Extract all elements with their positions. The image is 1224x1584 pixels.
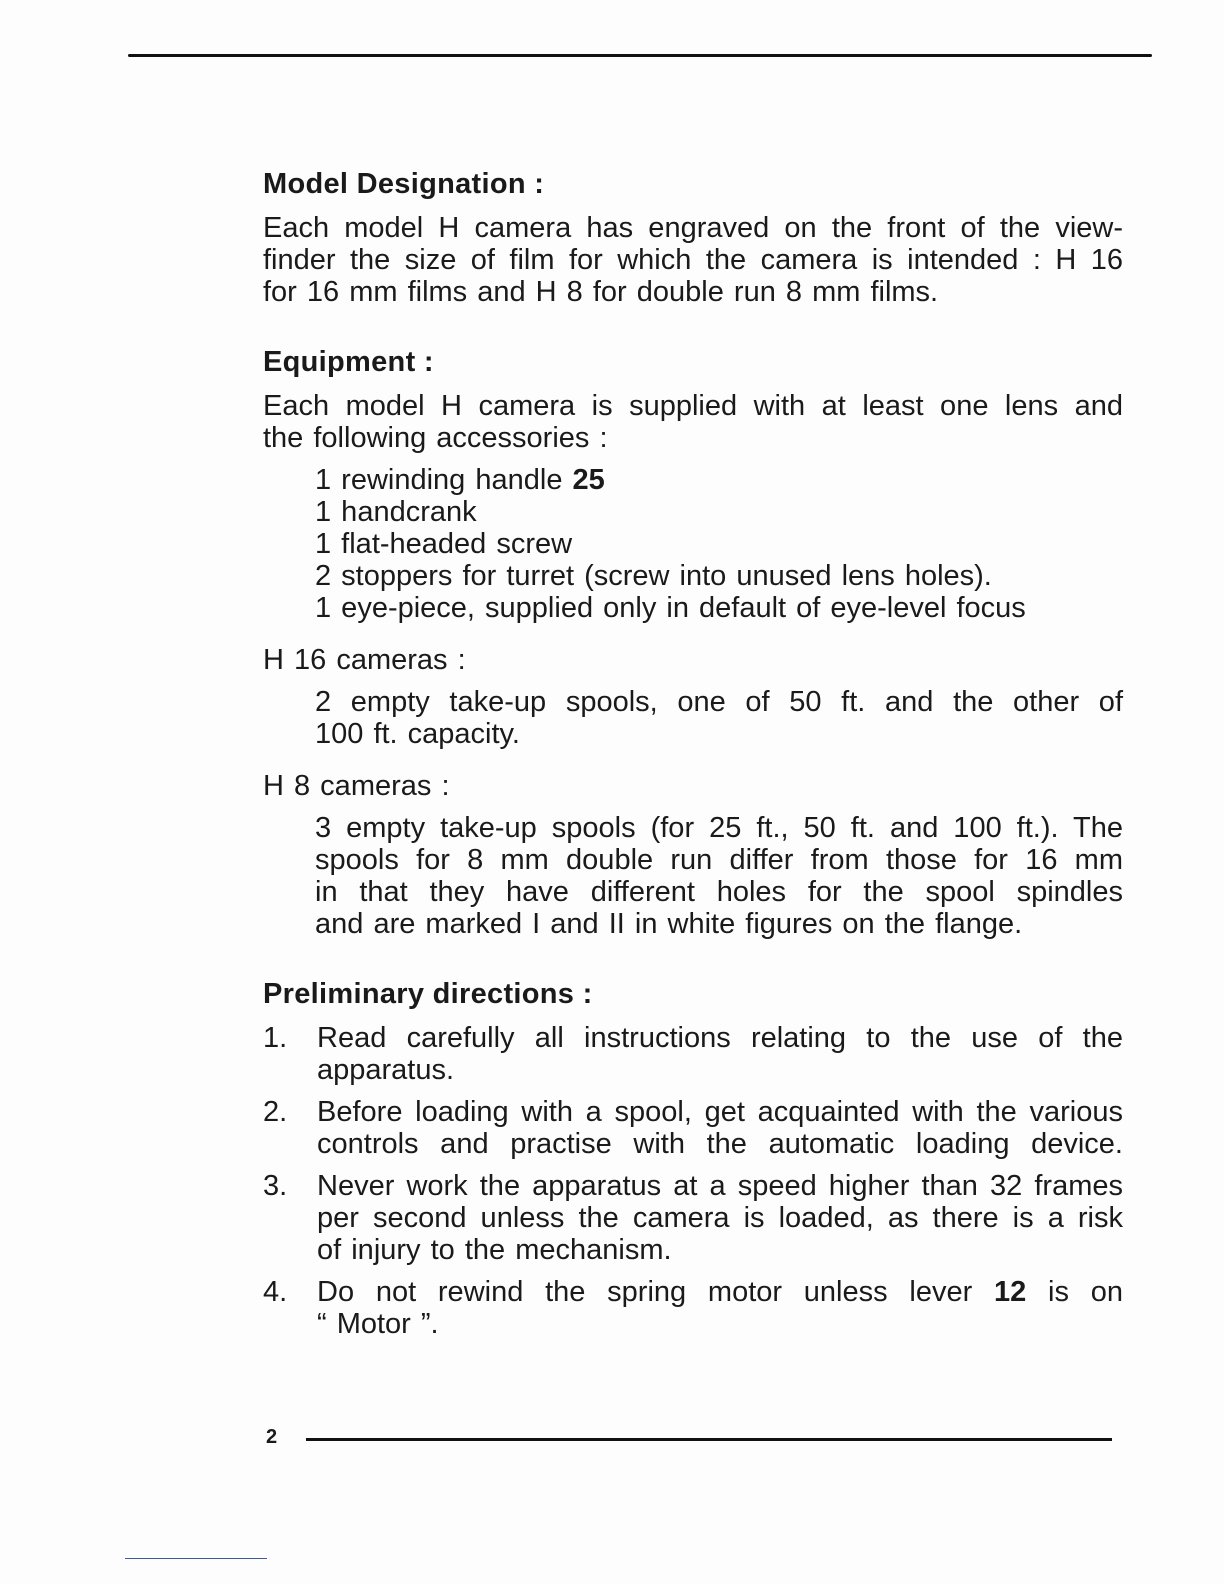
direction-item (263, 1276, 1123, 1340)
direction-item (263, 1096, 1123, 1160)
direction-number: 1. (263, 1022, 288, 1054)
heading-equipment: Equipment : (263, 346, 434, 378)
margin-rule (125, 1558, 267, 1559)
direction-text: Do not rewind the spring motor unless lever (317, 1276, 994, 1308)
accessory-item: 1 flat-headed screw (315, 528, 573, 560)
direction-line: per second unless the camera is loaded, as there is a risk (317, 1202, 1123, 1234)
page-footer (266, 1426, 1116, 1454)
accessory-item: 2 stoppers for turret (screw into unused lens holes). (315, 560, 992, 592)
heading-preliminary-directions: Preliminary directions : (263, 978, 593, 1010)
direction-line: Before loading with a spool, get acquainted with the various (317, 1096, 1123, 1128)
accessory-list (315, 464, 1123, 624)
h16-details (315, 686, 1123, 750)
direction-line: apparatus. (317, 1054, 455, 1086)
reference-number: 12 (994, 1276, 1027, 1308)
direction-line: Read carefully all instructions relating to the use of the (317, 1022, 1123, 1054)
top-rule (128, 54, 1152, 57)
direction-line (317, 1276, 1123, 1308)
h16-label: H 16 cameras : (263, 644, 466, 676)
accessory-item: 1 eye-piece, supplied only in default of eye-level focus (315, 592, 1026, 624)
model-text-line-1: Each model H camera has engraved on the front of the view- (263, 212, 1123, 244)
h8-line-3: in that they have different holes for the spool spindles (315, 876, 1123, 908)
direction-line: “ Motor ”. (317, 1308, 439, 1340)
direction-item (263, 1170, 1123, 1266)
h8-line-4: and are marked I and II in white figures on the flange. (315, 908, 1023, 940)
direction-item (263, 1022, 1123, 1086)
direction-line: of injury to the mechanism. (317, 1234, 672, 1266)
footer-rule (306, 1438, 1112, 1441)
reference-number: 25 (572, 464, 605, 496)
direction-number: 2. (263, 1096, 288, 1128)
direction-number: 4. (263, 1276, 288, 1308)
heading-model-designation: Model Designation : (263, 168, 545, 200)
h16-line-2: 100 ft. capacity. (315, 718, 520, 750)
direction-number: 3. (263, 1170, 288, 1202)
h8-line-2: spools for 8 mm double run differ from those for 16 mm (315, 844, 1123, 876)
h8-label: H 8 cameras : (263, 770, 450, 802)
page-number: 2 (266, 1426, 278, 1448)
model-text-line-2: finder the size of film for which the camera is intended : H 16 (263, 244, 1123, 276)
page-content (263, 166, 1123, 1340)
direction-line: controls and practise with the automatic loading device. (317, 1128, 1123, 1160)
direction-line: Never work the apparatus at a speed higher than 32 frames (317, 1170, 1123, 1202)
model-text-line-3: for 16 mm films and H 8 for double run 8 mm films. (263, 276, 939, 308)
accessory-item-text: 1 rewinding handle (315, 464, 573, 496)
accessory-item (315, 464, 1123, 496)
equipment-intro-line-1: Each model H camera is supplied with at least one lens and (263, 390, 1123, 422)
h16-line-1: 2 empty take-up spools, one of 50 ft. and the other of (315, 686, 1123, 718)
accessory-item: 1 handcrank (315, 496, 477, 528)
h8-line-1: 3 empty take-up spools (for 25 ft., 50 ft. and 100 ft.). The (315, 812, 1123, 844)
h8-details (315, 812, 1123, 940)
equipment-intro-line-2: the following accessories : (263, 422, 608, 454)
direction-text: is on (1026, 1276, 1123, 1308)
